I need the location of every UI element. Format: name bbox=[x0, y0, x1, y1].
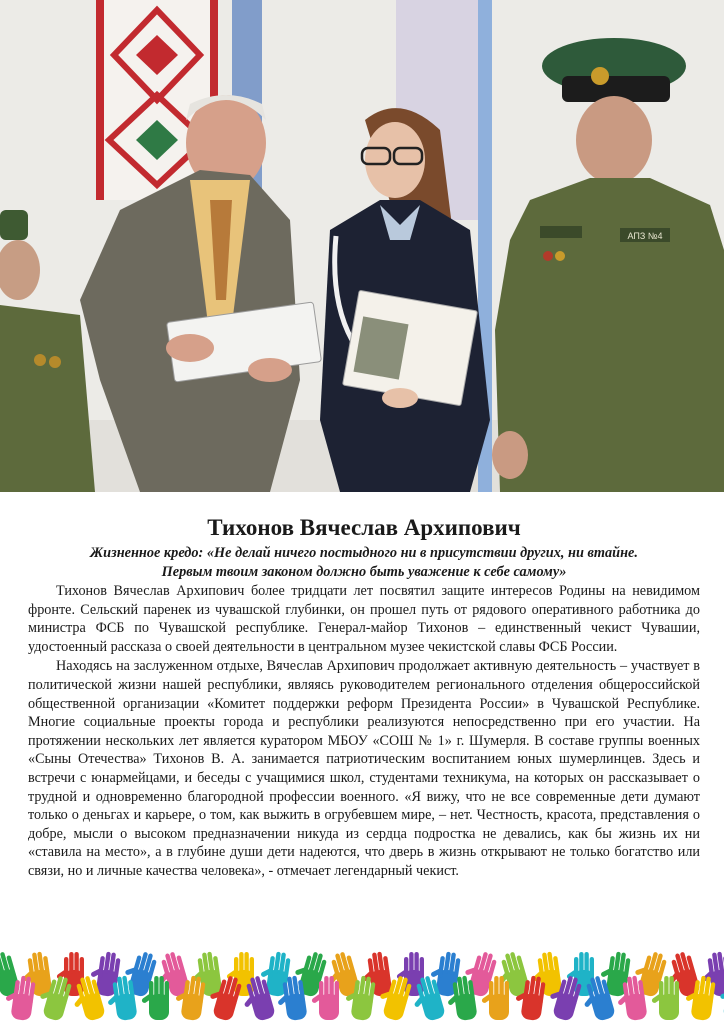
colorful-hands-border bbox=[0, 940, 724, 1024]
paragraph-2: Находясь на заслуженном отдыхе, Вячеслав Архипович продолжает активную деятельность – участвует в политической жизни нашей республики, являясь руководителем регионального отделения общероссийской общественной организации «Комитет поддержки реформ Президента России» в Чувашской Республике. Многие социальные проекты города и республики реализуются непосредственно при его участии. На протяжении нескольких лет является куратором МБОУ «СОШ № 1» г. Шумерля. В составе группы военных «Сыны Отечества» Тихонов В. А. занимается патриотическим воспитанием юных шумерлинцев. Здесь и встречи с юнармейцами, и беседы с учащимися школ, студентами техникума, на которых он рассказывает о трудной и одновременно благородной профессии военного. «Я вижу, что не все современные дети думают только о деньгах и карьере, о том, как выжить в огрубевшем мире, – нет. Честность, красота, представления о добре, мысли о высоком предназначении никуда из сердца подростка не девались, как бы жизнь их ни «ставила на место», а в глубине души дети надеются, что дверь в жизнь открывают не только богатство или связи, но и личные качества человека», - отмечает легендарный чекист. bbox=[28, 658, 700, 879]
paragraph-1: Тихонов Вячеслав Архипович более тридцати лет посвятил защите интересов Родины на невидимом фронте. Сельский паренек из чувашской глубинки, он прошел путь от рядового оперативного работника до министра ФСБ по Чувашской республике. Генерал-майор Тихонов – единственный чекист Чувашии, удостоенный рассказа о своей деятельности в центральном музее чекистской славы ФСБ России. bbox=[28, 583, 700, 655]
article-title: Тихонов Вячеслав Архипович bbox=[207, 515, 521, 540]
hand-shape bbox=[529, 951, 563, 998]
photo-illustration bbox=[0, 0, 724, 492]
hand-shape bbox=[19, 951, 53, 998]
chest-patch-text: АПЗ №4 bbox=[627, 231, 663, 241]
article bbox=[28, 514, 700, 881]
hand-shape bbox=[189, 951, 223, 998]
hands-illustration bbox=[0, 940, 724, 1024]
motto-line-1: Жизненное кредо: «Не делай ничего постыдного ни в присутствии других, ни втайне. bbox=[90, 545, 638, 561]
event-photo bbox=[0, 0, 724, 492]
hand-shape bbox=[359, 951, 393, 998]
motto-line-2: Первым твоим законом должно быть уважение к себе самому» bbox=[161, 564, 567, 580]
